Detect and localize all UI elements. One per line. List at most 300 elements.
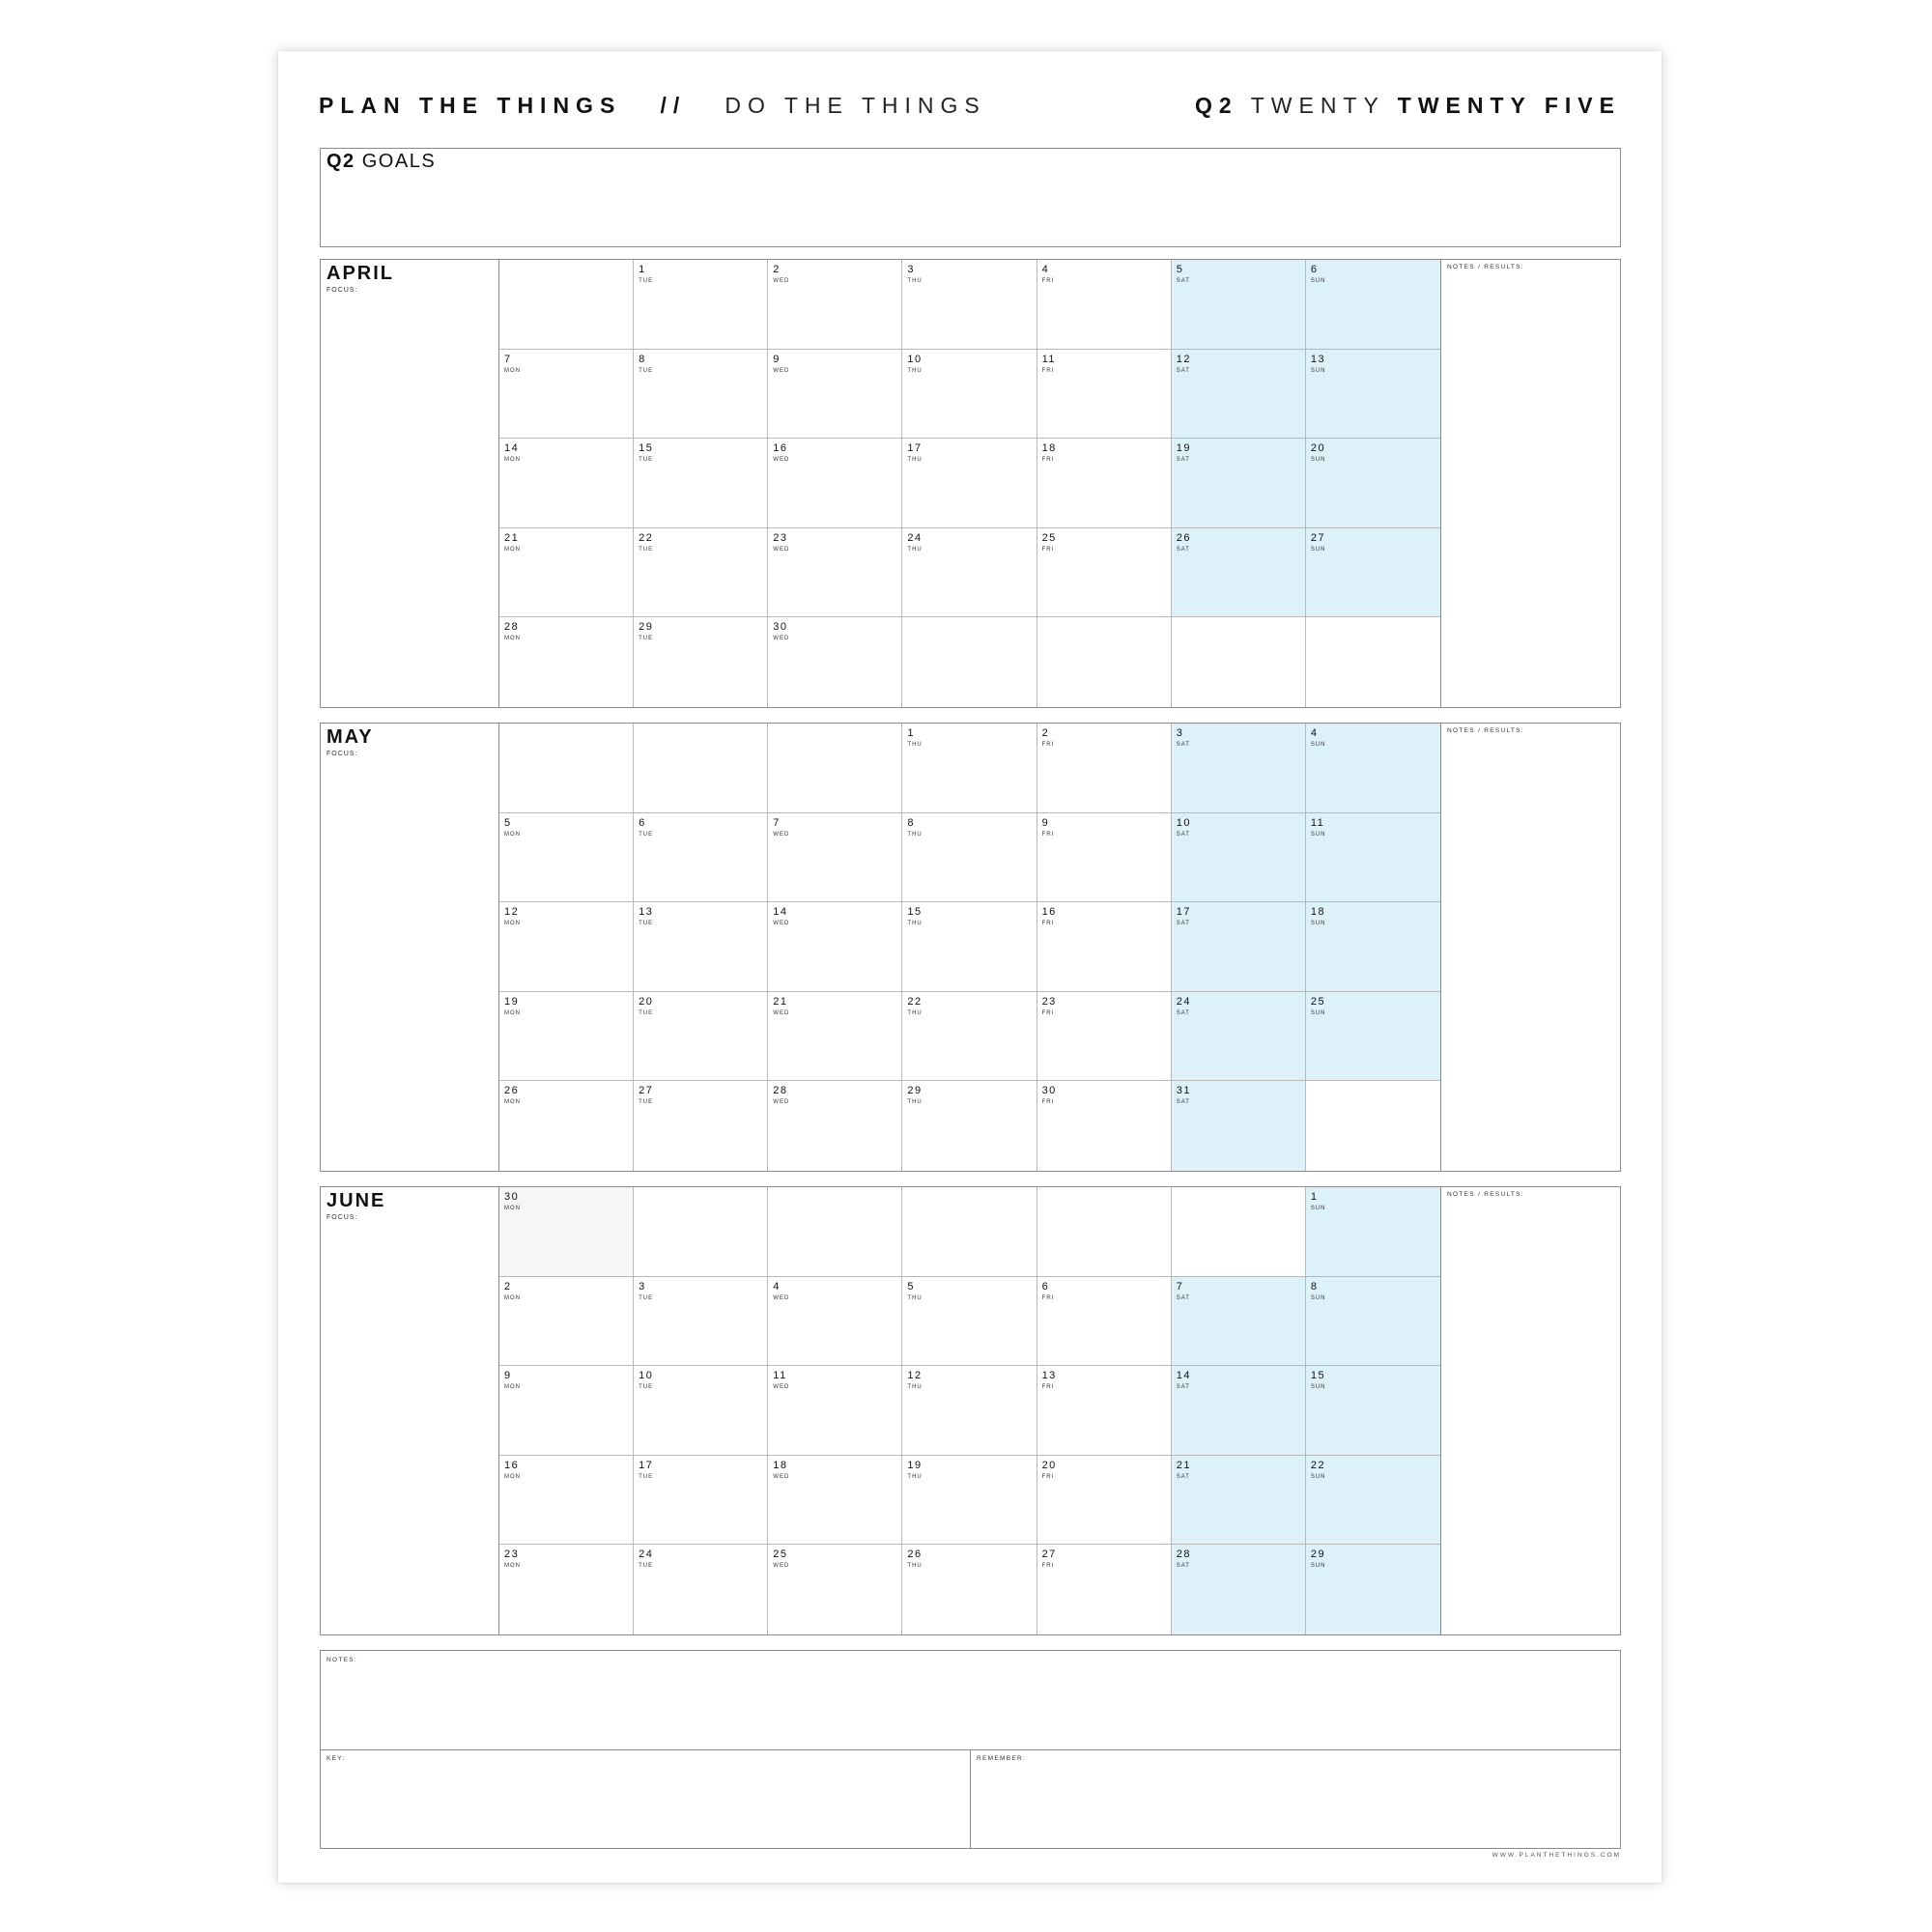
day-cell[interactable] — [634, 902, 768, 992]
day-cell[interactable] — [1037, 1545, 1172, 1634]
weekday-label: SAT — [1176, 546, 1190, 553]
weekday-label: WED — [773, 1294, 790, 1301]
day-number: 19 — [504, 995, 520, 1008]
weekday-label: SUN — [1310, 1009, 1326, 1016]
day-cell[interactable] — [768, 1456, 902, 1546]
day-number: 2 — [773, 264, 781, 275]
focus-label: FOCUS: — [327, 287, 358, 294]
day-cell[interactable] — [1172, 1081, 1306, 1171]
day-cell[interactable] — [1306, 1545, 1440, 1634]
day-cell[interactable] — [1172, 992, 1306, 1082]
header-quarter: Q2 — [1195, 92, 1238, 118]
weekday-label: FRI — [1041, 457, 1055, 464]
day-number: 6 — [1310, 264, 1319, 275]
weekday-label: SUN — [1310, 367, 1326, 374]
day-number: 6 — [639, 816, 646, 829]
header-plan: PLAN THE THINGS — [319, 92, 622, 118]
day-cell[interactable] — [1172, 1277, 1306, 1367]
day-number: 20 — [1041, 1459, 1057, 1471]
day-cell[interactable] — [1172, 902, 1306, 992]
weekday-label: TUE — [639, 636, 654, 642]
day-cell[interactable] — [1037, 992, 1172, 1082]
day-cell[interactable] — [1306, 902, 1440, 992]
day-cell[interactable] — [902, 724, 1037, 813]
day-number: 27 — [1310, 531, 1326, 544]
day-cell[interactable] — [1306, 1277, 1440, 1367]
weekday-label: FRI — [1041, 1099, 1055, 1106]
weekday-label: WED — [773, 546, 790, 553]
key-area[interactable] — [321, 1749, 971, 1848]
day-number: 29 — [907, 1085, 923, 1097]
day-cell[interactable] — [634, 1277, 768, 1367]
weekday-label: THU — [907, 831, 923, 838]
day-cell[interactable] — [768, 260, 902, 350]
weekday-label: FRI — [1041, 278, 1055, 284]
day-number: 29 — [639, 621, 654, 634]
weekday-label: SUN — [1310, 1384, 1326, 1391]
day-number: 20 — [1310, 442, 1326, 455]
day-cell[interactable] — [768, 1277, 902, 1367]
header-year-light: TWENTY — [1250, 92, 1385, 118]
day-number: 23 — [1041, 995, 1057, 1008]
day-cell[interactable] — [499, 1081, 634, 1171]
day-number: 20 — [639, 995, 654, 1008]
key-label: KEY: — [327, 1755, 346, 1762]
weekday-label: SAT — [1176, 1099, 1190, 1106]
day-number: 15 — [907, 906, 923, 919]
day-number: 14 — [773, 906, 788, 919]
month-block-june — [320, 1186, 1621, 1635]
weekday-label: MON — [504, 831, 521, 838]
weekday-label: TUE — [639, 367, 654, 374]
day-number: 28 — [773, 1085, 788, 1097]
day-cell[interactable] — [1172, 724, 1306, 813]
day-number: 10 — [907, 353, 923, 365]
weekday-label: TUE — [639, 921, 654, 927]
day-cell[interactable] — [499, 902, 634, 992]
day-cell[interactable] — [902, 439, 1037, 528]
day-cell[interactable] — [902, 902, 1037, 992]
day-number: 28 — [504, 621, 520, 634]
day-cell[interactable] — [1037, 1277, 1172, 1367]
goals-label — [327, 151, 436, 173]
day-cell[interactable] — [1306, 617, 1440, 707]
day-number: 8 — [907, 816, 916, 829]
day-number: 29 — [1310, 1548, 1326, 1561]
day-number: 24 — [1176, 995, 1191, 1008]
day-cell[interactable] — [1306, 724, 1440, 813]
weekday-label: SAT — [1176, 1294, 1190, 1301]
weekday-label: THU — [907, 278, 923, 284]
day-number: 24 — [907, 531, 923, 544]
day-number: 16 — [773, 442, 788, 455]
day-cell[interactable] — [768, 992, 902, 1082]
day-number: 3 — [639, 1280, 646, 1293]
day-number: 25 — [1310, 995, 1326, 1008]
remember-area[interactable] — [971, 1749, 1620, 1848]
day-cell[interactable] — [768, 528, 902, 618]
weekday-label: MON — [504, 921, 521, 927]
weekday-label: FRI — [1041, 367, 1055, 374]
weekday-label: THU — [907, 1294, 923, 1301]
day-cell[interactable] — [499, 260, 634, 350]
day-number: 16 — [504, 1459, 520, 1471]
day-cell[interactable] — [634, 992, 768, 1082]
weekday-label: FRI — [1041, 1473, 1055, 1480]
day-cell[interactable] — [1037, 528, 1172, 618]
weekday-label: SAT — [1176, 1009, 1190, 1016]
day-number: 16 — [1041, 906, 1057, 919]
day-cell[interactable] — [1306, 350, 1440, 440]
weekday-label: TUE — [639, 1473, 654, 1480]
day-cell[interactable] — [1306, 1366, 1440, 1456]
day-cell[interactable] — [499, 439, 634, 528]
day-cell[interactable] — [1172, 1366, 1306, 1456]
day-cell[interactable] — [1037, 1187, 1172, 1277]
weekday-label: FRI — [1041, 921, 1055, 927]
weekday-label: TUE — [639, 1099, 654, 1106]
website-url: WWW.PLANTHETHINGS.COM — [1492, 1852, 1621, 1859]
remember-label: REMEMBER: — [977, 1755, 1027, 1762]
month-grid — [498, 260, 1441, 707]
day-cell[interactable] — [1306, 528, 1440, 618]
day-cell[interactable] — [1037, 1456, 1172, 1546]
weekday-label: SUN — [1310, 1294, 1326, 1301]
weekday-label: MON — [504, 1009, 521, 1016]
day-cell[interactable] — [768, 439, 902, 528]
weekday-label: WED — [773, 367, 790, 374]
day-cell[interactable] — [1037, 439, 1172, 528]
day-cell[interactable] — [902, 813, 1037, 903]
day-cell[interactable] — [499, 1187, 634, 1277]
weekday-label: THU — [907, 742, 923, 748]
weekday-label: SAT — [1176, 1563, 1190, 1570]
weekday-label: THU — [907, 1099, 923, 1106]
weekday-label: MON — [504, 1099, 521, 1106]
day-number: 8 — [639, 353, 646, 365]
day-cell[interactable] — [768, 1081, 902, 1171]
day-number: 5 — [907, 1280, 916, 1293]
day-cell[interactable] — [634, 1187, 768, 1277]
month-block-may — [320, 723, 1621, 1172]
weekday-label: MON — [504, 546, 521, 553]
day-cell[interactable] — [499, 724, 634, 813]
day-cell[interactable] — [1306, 1081, 1440, 1171]
month-grid — [498, 724, 1441, 1171]
weekday-label: MON — [504, 1473, 521, 1480]
day-cell[interactable] — [634, 617, 768, 707]
day-number: 10 — [1176, 816, 1191, 829]
day-number: 12 — [907, 1370, 923, 1382]
day-number: 4 — [1310, 727, 1319, 739]
day-number: 14 — [504, 442, 520, 455]
day-number: 30 — [504, 1191, 520, 1203]
day-cell[interactable] — [634, 1081, 768, 1171]
weekday-label: SAT — [1176, 367, 1190, 374]
day-number: 26 — [504, 1085, 520, 1097]
weekday-label: MON — [504, 1294, 521, 1301]
day-number: 12 — [1176, 353, 1191, 365]
weekday-label: THU — [907, 1473, 923, 1480]
day-cell[interactable] — [634, 350, 768, 440]
weekday-label: WED — [773, 636, 790, 642]
day-number: 22 — [907, 995, 923, 1008]
day-number: 27 — [1041, 1548, 1057, 1561]
month-grid — [498, 1187, 1441, 1634]
day-cell[interactable] — [499, 350, 634, 440]
day-cell[interactable] — [1037, 350, 1172, 440]
weekday-label: FRI — [1041, 546, 1055, 553]
day-cell[interactable] — [499, 1545, 634, 1634]
weekday-label: SUN — [1310, 457, 1326, 464]
weekday-label: SUN — [1310, 1206, 1326, 1211]
day-number: 18 — [1310, 906, 1326, 919]
day-number: 26 — [907, 1548, 923, 1561]
day-number: 13 — [1041, 1370, 1057, 1382]
day-cell[interactable] — [902, 1277, 1037, 1367]
weekday-label: TUE — [639, 831, 654, 838]
weekday-label: SUN — [1310, 1473, 1326, 1480]
weekday-label: SAT — [1176, 921, 1190, 927]
day-cell[interactable] — [499, 528, 634, 618]
day-number: 1 — [907, 727, 916, 739]
day-cell[interactable] — [1037, 724, 1172, 813]
month-name: APRIL — [327, 263, 394, 284]
weekday-label: SUN — [1310, 921, 1326, 927]
day-cell[interactable] — [902, 350, 1037, 440]
day-number: 11 — [773, 1370, 787, 1382]
day-number: 31 — [1176, 1085, 1191, 1097]
weekday-label: THU — [907, 367, 923, 374]
day-number: 22 — [1310, 1459, 1326, 1471]
weekday-label: WED — [773, 1563, 790, 1570]
day-cell[interactable] — [768, 1187, 902, 1277]
notes-results-label: NOTES / RESULTS: — [1447, 727, 1524, 734]
day-cell[interactable] — [634, 528, 768, 618]
day-number: 10 — [639, 1370, 654, 1382]
weekday-label: MON — [504, 457, 521, 464]
day-cell[interactable] — [634, 813, 768, 903]
day-number: 4 — [1041, 264, 1050, 275]
weekday-label: SUN — [1310, 546, 1326, 553]
day-cell[interactable] — [902, 1187, 1037, 1277]
weekday-label: FRI — [1041, 831, 1055, 838]
weekday-label: SAT — [1176, 831, 1190, 838]
day-cell[interactable] — [1037, 902, 1172, 992]
day-cell[interactable] — [1172, 617, 1306, 707]
day-number: 3 — [1176, 727, 1184, 739]
day-cell[interactable] — [902, 1545, 1037, 1634]
notes-results-label: NOTES / RESULTS: — [1447, 264, 1524, 270]
day-number: 19 — [907, 1459, 923, 1471]
header-right — [1195, 93, 1621, 119]
day-cell[interactable] — [1037, 1366, 1172, 1456]
day-cell[interactable] — [902, 1456, 1037, 1546]
day-cell[interactable] — [1037, 617, 1172, 707]
day-number: 25 — [1041, 531, 1057, 544]
header-separator: // — [660, 92, 687, 118]
day-cell[interactable] — [634, 439, 768, 528]
day-number: 19 — [1176, 442, 1191, 455]
day-number: 5 — [504, 816, 512, 829]
weekday-label: FRI — [1041, 1294, 1055, 1301]
day-cell[interactable] — [1172, 1545, 1306, 1634]
day-number: 18 — [773, 1459, 788, 1471]
day-number: 21 — [1176, 1459, 1191, 1471]
day-cell[interactable] — [634, 1456, 768, 1546]
day-number: 8 — [1310, 1280, 1319, 1293]
day-cell[interactable] — [1172, 350, 1306, 440]
weekday-label: WED — [773, 1009, 790, 1016]
month-name: MAY — [327, 726, 374, 748]
day-cell[interactable] — [1306, 813, 1440, 903]
day-number: 11 — [1041, 353, 1056, 365]
weekday-label: THU — [907, 1384, 923, 1391]
weekday-label: MON — [504, 367, 521, 374]
day-number: 9 — [1041, 816, 1050, 829]
day-cell[interactable] — [902, 260, 1037, 350]
focus-label: FOCUS: — [327, 1214, 358, 1221]
weekday-label: SUN — [1310, 831, 1326, 838]
day-cell[interactable] — [902, 1366, 1037, 1456]
day-number: 12 — [504, 906, 520, 919]
day-cell[interactable] — [1306, 1187, 1440, 1277]
weekday-label: TUE — [639, 1009, 654, 1016]
weekday-label: THU — [907, 457, 923, 464]
weekday-label: WED — [773, 921, 790, 927]
day-cell[interactable] — [634, 1545, 768, 1634]
weekday-label: MON — [504, 1384, 521, 1391]
weekday-label: WED — [773, 1384, 790, 1391]
day-number: 17 — [639, 1459, 654, 1471]
day-cell[interactable] — [902, 992, 1037, 1082]
weekday-label: SAT — [1176, 457, 1190, 464]
planner-header — [319, 88, 1621, 123]
weekday-label: FRI — [1041, 1384, 1055, 1391]
weekday-label: TUE — [639, 1563, 654, 1570]
month-block-april — [320, 259, 1621, 708]
day-number: 4 — [773, 1280, 781, 1293]
day-cell[interactable] — [1037, 1081, 1172, 1171]
focus-label: FOCUS: — [327, 751, 358, 757]
day-cell[interactable] — [499, 813, 634, 903]
weekday-label: TUE — [639, 1294, 654, 1301]
day-number: 30 — [773, 621, 788, 634]
header-year-bold: TWENTY FIVE — [1397, 92, 1621, 118]
day-cell[interactable] — [1037, 813, 1172, 903]
day-cell[interactable] — [634, 260, 768, 350]
day-number: 22 — [639, 531, 654, 544]
day-cell[interactable] — [768, 617, 902, 707]
goals-box[interactable] — [320, 148, 1621, 247]
day-number: 27 — [639, 1085, 654, 1097]
weekday-label: THU — [907, 921, 923, 927]
planner-sheet — [278, 51, 1662, 1883]
weekday-label: SAT — [1176, 1473, 1190, 1480]
weekday-label: THU — [907, 546, 923, 553]
day-cell[interactable] — [499, 617, 634, 707]
day-number: 7 — [773, 816, 781, 829]
day-cell[interactable] — [499, 1456, 634, 1546]
day-number: 23 — [504, 1548, 520, 1561]
weekday-label: FRI — [1041, 1563, 1055, 1570]
day-cell[interactable] — [768, 902, 902, 992]
weekday-label: MON — [504, 1206, 521, 1211]
day-number: 2 — [1041, 727, 1050, 739]
day-number: 13 — [1310, 353, 1326, 365]
weekday-label: TUE — [639, 278, 654, 284]
day-cell[interactable] — [768, 1545, 902, 1634]
weekday-label: THU — [907, 1009, 923, 1016]
day-number: 17 — [907, 442, 923, 455]
day-cell[interactable] — [768, 1366, 902, 1456]
day-cell[interactable] — [634, 1366, 768, 1456]
day-number: 30 — [1041, 1085, 1057, 1097]
day-cell[interactable] — [768, 724, 902, 813]
bottom-section — [320, 1650, 1621, 1849]
day-number: 25 — [773, 1548, 788, 1561]
weekday-label: TUE — [639, 457, 654, 464]
day-cell[interactable] — [768, 813, 902, 903]
notes-results-label: NOTES / RESULTS: — [1447, 1191, 1524, 1198]
day-cell[interactable] — [1306, 1456, 1440, 1546]
weekday-label: MON — [504, 636, 521, 642]
day-cell[interactable] — [1172, 813, 1306, 903]
notes-area[interactable] — [321, 1651, 1620, 1750]
day-number: 15 — [639, 442, 654, 455]
weekday-label: WED — [773, 457, 790, 464]
day-cell[interactable] — [499, 1277, 634, 1367]
day-cell[interactable] — [499, 1366, 634, 1456]
day-cell[interactable] — [1037, 260, 1172, 350]
weekday-label: MON — [504, 1563, 521, 1570]
day-number: 9 — [504, 1370, 512, 1382]
weekday-label: WED — [773, 278, 790, 284]
day-cell[interactable] — [634, 724, 768, 813]
weekday-label: SAT — [1176, 742, 1190, 748]
day-cell[interactable] — [902, 617, 1037, 707]
day-cell[interactable] — [902, 528, 1037, 618]
day-cell[interactable] — [1172, 1456, 1306, 1546]
day-cell[interactable] — [768, 350, 902, 440]
day-cell[interactable] — [1306, 260, 1440, 350]
weekday-label: TUE — [639, 546, 654, 553]
day-cell[interactable] — [1172, 528, 1306, 618]
day-cell[interactable] — [1172, 1187, 1306, 1277]
day-number: 13 — [639, 906, 654, 919]
day-cell[interactable] — [499, 992, 634, 1082]
day-cell[interactable] — [1172, 260, 1306, 350]
day-cell[interactable] — [1306, 992, 1440, 1082]
weekday-label: SUN — [1310, 742, 1326, 748]
day-cell[interactable] — [1172, 439, 1306, 528]
day-number: 18 — [1041, 442, 1057, 455]
weekday-label: SUN — [1310, 278, 1326, 284]
notes-label: NOTES: — [327, 1657, 357, 1663]
goals-text: GOALS — [361, 151, 437, 172]
day-number: 23 — [773, 531, 788, 544]
weekday-label: WED — [773, 1473, 790, 1480]
day-number: 5 — [1176, 264, 1184, 275]
day-number: 6 — [1041, 1280, 1050, 1293]
month-name: JUNE — [327, 1190, 386, 1211]
day-cell[interactable] — [902, 1081, 1037, 1171]
day-cell[interactable] — [1306, 439, 1440, 528]
day-number: 17 — [1176, 906, 1191, 919]
day-number: 1 — [639, 264, 646, 275]
header-left — [319, 93, 986, 119]
weekday-label: WED — [773, 831, 790, 838]
